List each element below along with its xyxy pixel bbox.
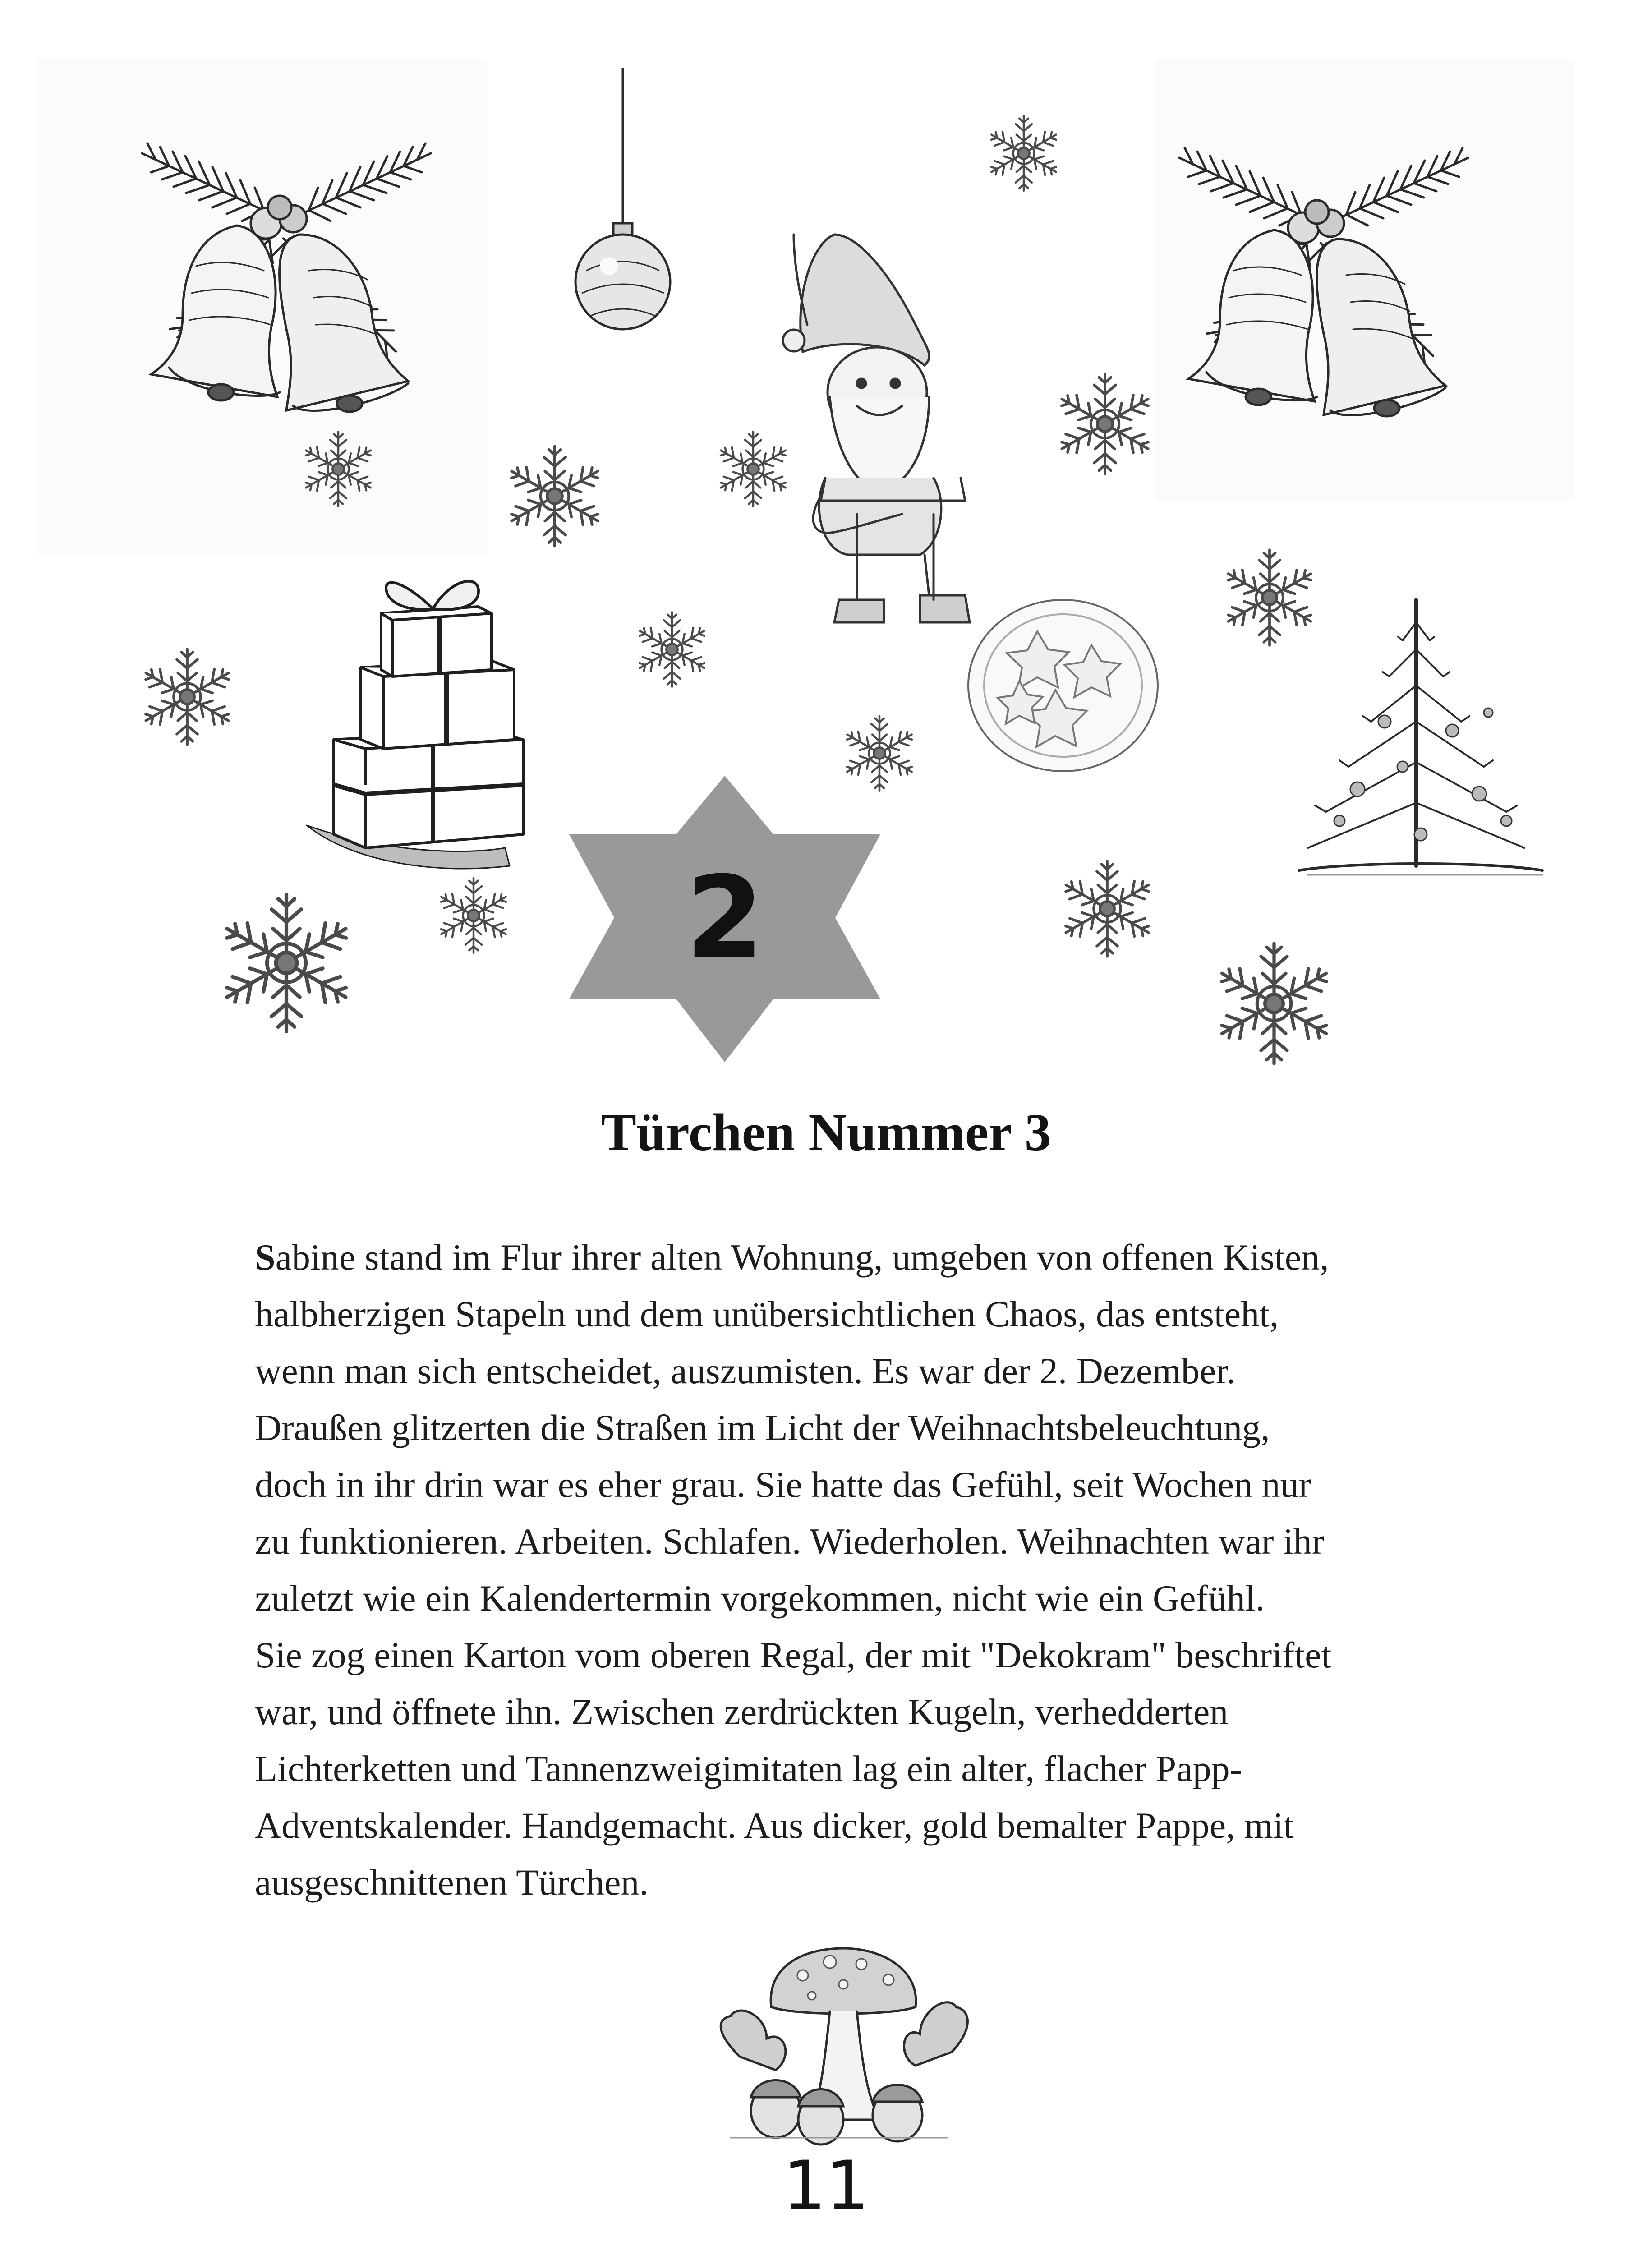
- snowflake-icon: [302, 432, 374, 506]
- story-text: [255, 1229, 1427, 1911]
- page-number: 11: [783, 2147, 869, 2225]
- snowflake-icon: [506, 446, 603, 546]
- story-line: zuletzt wie ein Kalendertermin vorgekommen, nicht wie ein Gefühl.: [255, 1578, 1265, 1619]
- story-line: wenn man sich entscheidet, auszumisten. Es war der 2. Dezember.: [255, 1350, 1236, 1391]
- snowflake-icon: [1056, 374, 1153, 474]
- story-line: doch in ihr drin war es eher grau. Sie hatte das Gefühl, seit Wochen nur: [255, 1464, 1311, 1505]
- story-line: Adventskalender. Handgemacht. Aus dicker, gold bemalter Pappe, mit: [255, 1805, 1294, 1846]
- story-line: Lichterketten und Tannenzweigimitaten lag ein alter, flacher Papp-: [255, 1748, 1242, 1789]
- snowflake-icon: [1223, 550, 1316, 645]
- story-line: halbherzigen Stapeln und dem unübersichtlichen Chaos, das entsteht,: [255, 1293, 1279, 1335]
- story-line: Draußen glitzerten die Straßen im Licht der Weihnachtsbeleuchtung,: [255, 1407, 1270, 1448]
- story-line: [255, 1229, 1427, 1286]
- cookie-plate-illustration: [968, 600, 1158, 771]
- snowflake-icon: [141, 649, 234, 745]
- bells-illustration: [142, 143, 431, 412]
- christmas-tree-illustration: [1299, 600, 1542, 875]
- mushroom-illustration: [721, 1948, 967, 2145]
- story-line: war, und öffnete ihn. Zwischen zerdrückten Kugeln, verhedderten: [255, 1691, 1229, 1732]
- bauble-illustration: [575, 68, 670, 329]
- snowflake-icon: [717, 432, 789, 506]
- page-title: Türchen Nummer 3: [601, 1103, 1051, 1162]
- gnome-illustration: [783, 235, 970, 622]
- story-line: ausgeschnittenen Türchen.: [255, 1862, 649, 1903]
- story-line: Sie zog einen Karton vom oberen Regal, der mit "Dekokram" beschriftet: [255, 1634, 1332, 1675]
- story-first-line: abine stand im Flur ihrer alten Wohnung, umgeben von offenen Kisten,: [275, 1237, 1329, 1278]
- story-line: zu funktionieren. Arbeiten. Schlafen. Wiederholen. Weihnachten war ihr: [255, 1521, 1325, 1562]
- snowflake-icon: [635, 612, 708, 687]
- gift-boxes-illustration: [307, 581, 523, 869]
- snowflake-icon: [987, 116, 1060, 191]
- bells-illustration: [1179, 148, 1468, 416]
- snowflake-icon: [220, 894, 353, 1031]
- dropcap-letter: S: [255, 1237, 276, 1278]
- snowflake-icon: [1061, 861, 1154, 957]
- door-number: 2: [686, 852, 764, 983]
- snowflake-icon: [1215, 943, 1333, 1064]
- snowflake-icon: [437, 878, 510, 953]
